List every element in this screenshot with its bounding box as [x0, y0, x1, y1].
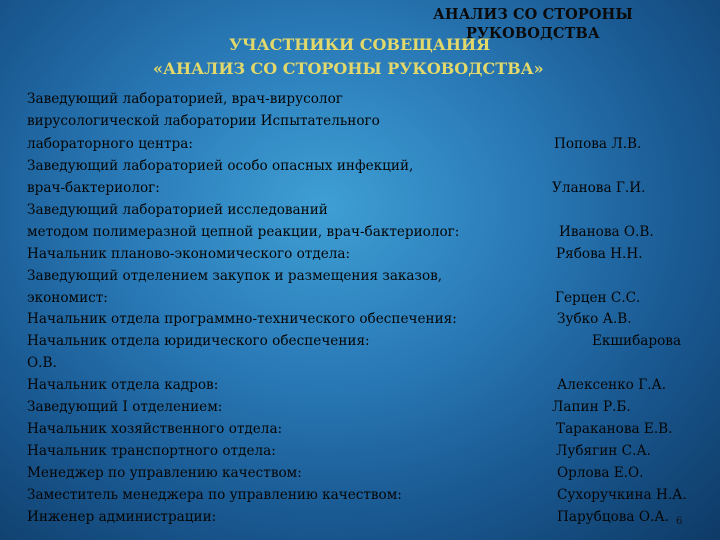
participant-role: врач-бактериолог:	[27, 180, 160, 196]
participant-role: Заведующий отделением закупок и размещения заказов,	[27, 268, 443, 284]
participant-role: Инженер администрации:	[27, 509, 217, 525]
participant-name: Алексенко Г.А.	[557, 377, 667, 393]
participant-name: Орлова Е.О.	[557, 465, 644, 481]
participant-name: Сухоручкина Н.А.	[557, 487, 687, 503]
participant-role: Заведующий I отделением:	[27, 399, 223, 415]
participant-role: О.В.	[27, 355, 57, 371]
participant-name: Лапин Р.Б.	[552, 399, 631, 415]
participant-name: Зубко А.В.	[557, 311, 632, 327]
header-line-1: АНАЛИЗ СО СТОРОНЫ	[433, 6, 633, 23]
participant-name: Уланова Г.И.	[552, 180, 646, 196]
participant-name: Попова Л.В.	[554, 136, 642, 152]
participant-role: Заведующий лабораторией, врач-вирусолог	[27, 91, 343, 107]
participant-name: Иванова О.В.	[559, 224, 654, 240]
slide-title-line-1: УЧАСТНИКИ СОВЕЩАНИЯ	[229, 35, 491, 54]
participant-role: вирусологической лаборатории Испытательного	[27, 113, 380, 129]
participant-name: Лубягин С.А.	[556, 443, 652, 459]
participant-name: Рябова Н.Н.	[556, 246, 643, 262]
participant-name: Герцен С.С.	[555, 290, 641, 306]
participant-role: Начальник планово-экономического отдела:	[27, 246, 351, 262]
participant-role: Начальник транспортного отдела:	[27, 443, 276, 459]
participant-role: Заведующий лабораторией особо опасных инфекций,	[27, 158, 414, 174]
page-number: 6	[676, 516, 683, 527]
participant-role: лабораторного центра:	[27, 136, 193, 152]
participant-name: Екшибарова	[592, 333, 682, 349]
participant-role: Менеджер по управлению качеством:	[27, 465, 302, 481]
participant-name: Тараканова Е.В.	[556, 421, 673, 437]
participant-role: методом полимеразной цепной реакции, врач-бактериолог:	[27, 224, 460, 240]
participant-role: Начальник отдела юридического обеспечения:	[27, 333, 370, 349]
participant-role: Начальник отдела кадров:	[27, 377, 219, 393]
participant-role: Заведующий лабораторией исследований	[27, 202, 328, 218]
slide-title-line-2: «АНАЛИЗ СО СТОРОНЫ РУКОВОДСТВА»	[153, 59, 544, 78]
participant-role: Начальник хозяйственного отдела:	[27, 421, 283, 437]
header-line-2: РУКОВОДСТВА	[466, 25, 600, 42]
participant-role: Заместитель менеджера по управлению качеством:	[27, 487, 402, 503]
participant-role: экономист:	[27, 290, 108, 306]
participant-name: Парубцова О.А.	[557, 509, 669, 525]
participant-role: Начальник отдела программно-технического обеспечения:	[27, 311, 457, 327]
